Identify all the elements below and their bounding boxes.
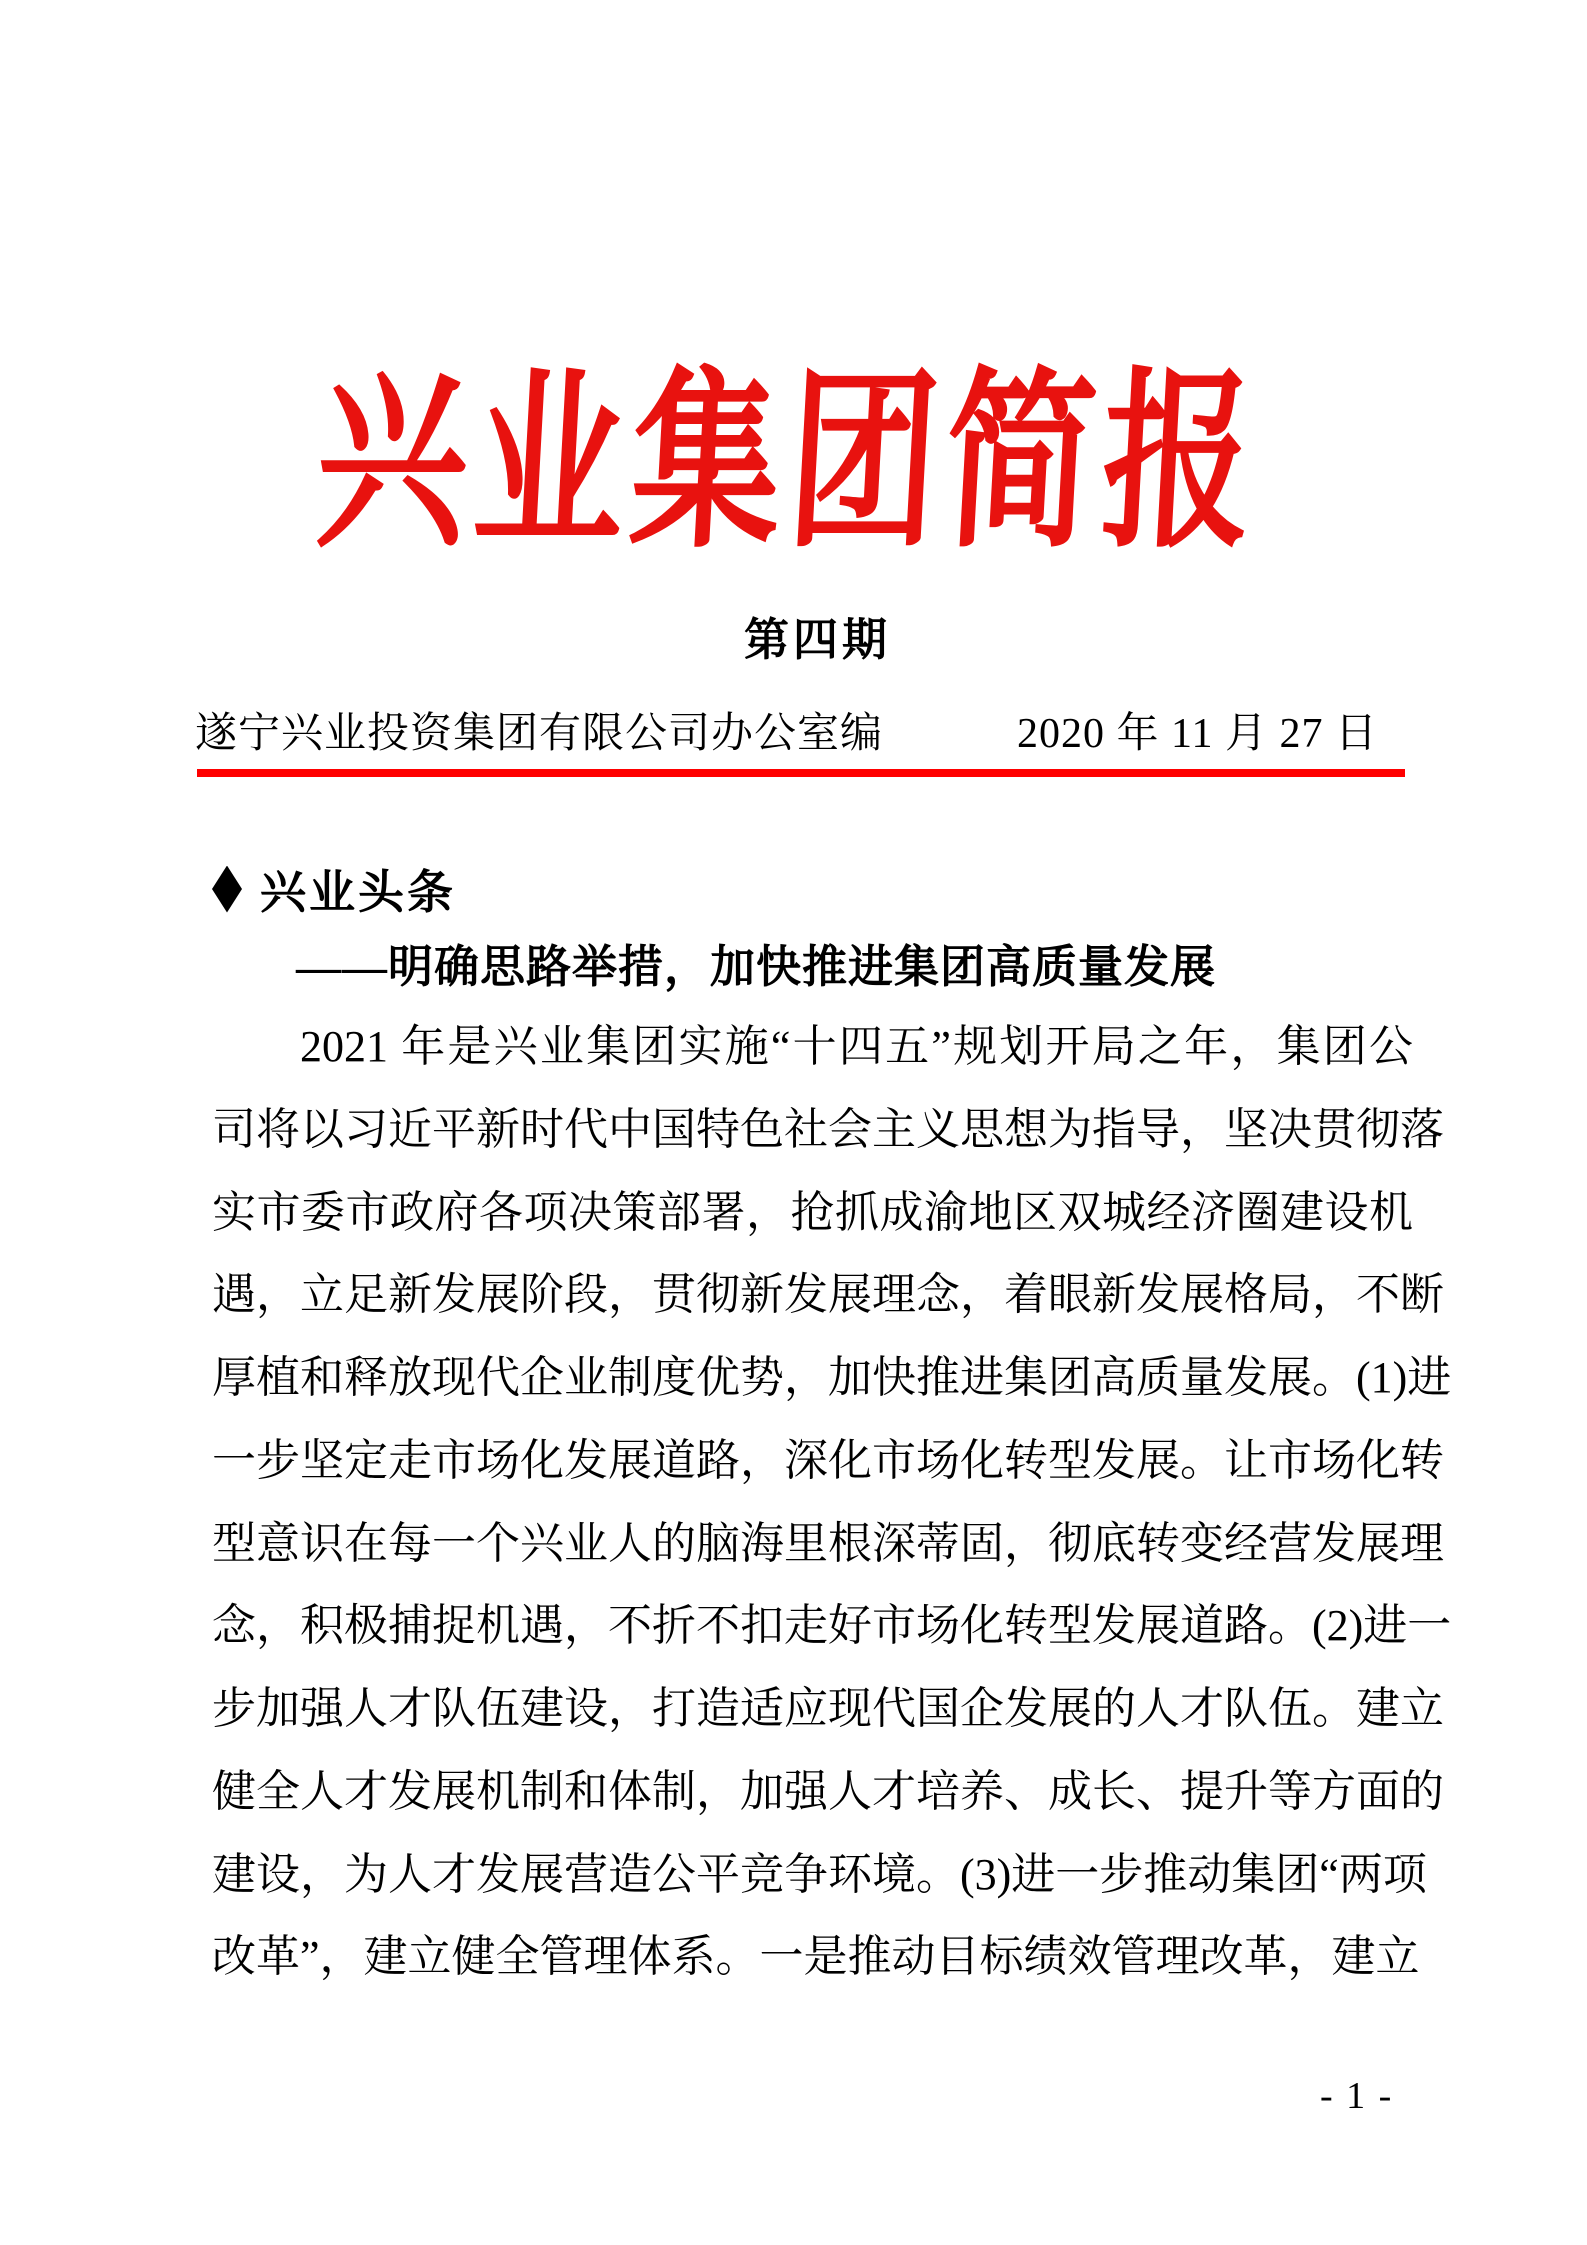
- compiler-credit: 遂宁兴业投资集团有限公司办公室编: [195, 711, 884, 757]
- body-line: 司将以习近平新时代中国特色社会主义思想为指导，坚决贯彻落: [212, 1104, 1444, 1154]
- byline-row: [195, 700, 1390, 760]
- body-line: 健全人才发展机制和体制，加强人才培养、成长、提升等方面的: [212, 1766, 1444, 1816]
- body-line: 实市委市政府各项决策部署，抢抓成渝地区双城经济圈建设机: [212, 1187, 1413, 1237]
- body-line: 念，积极捕捉机遇，不折不扣走好市场化转型发展道路。(2)进一: [212, 1601, 1452, 1651]
- section-heading: [212, 856, 456, 922]
- body-line: 型意识在每一个兴业人的脑海里根深蒂固，彻底转变经营发展理: [212, 1518, 1444, 1568]
- body-line: 2021 年是兴业集团实施“十四五”规划开局之年，集团公: [300, 1022, 1413, 1071]
- section-title: 兴业头条: [260, 866, 456, 918]
- body-line: 遇，立足新发展阶段，贯彻新发展理念，着眼新发展格局，不断: [212, 1270, 1444, 1320]
- article-subtitle: ——明确思路举措，加快推进集团高质量发展: [296, 942, 1217, 992]
- diamond-bullet-icon: [212, 866, 242, 913]
- body-line: 建设，为人才发展营造公平竞争环境。(3)进一步推动集团“两项: [212, 1849, 1427, 1899]
- masthead-divider-rule: [197, 769, 1405, 777]
- issue-date: 2020 年 11 月 27 日: [1017, 711, 1378, 757]
- issue-number: 第四期: [743, 614, 891, 665]
- body-line: 一步坚定走市场化发展道路，深化市场化转型发展。让市场化转: [212, 1435, 1444, 1485]
- article-body: [212, 1006, 1452, 1999]
- masthead-title: 兴业集团简报: [311, 349, 1266, 575]
- body-line: 厚植和释放现代企业制度优势，加快推进集团高质量发展。(1)进: [212, 1353, 1452, 1402]
- body-line: 改革”，建立健全管理体系。一是推动目标绩效管理改革，建立: [212, 1932, 1420, 1982]
- page-number: - 1 -: [1320, 2075, 1394, 2117]
- body-line: 步加强人才队伍建设，打造适应现代国企发展的人才队伍。建立: [212, 1684, 1444, 1733]
